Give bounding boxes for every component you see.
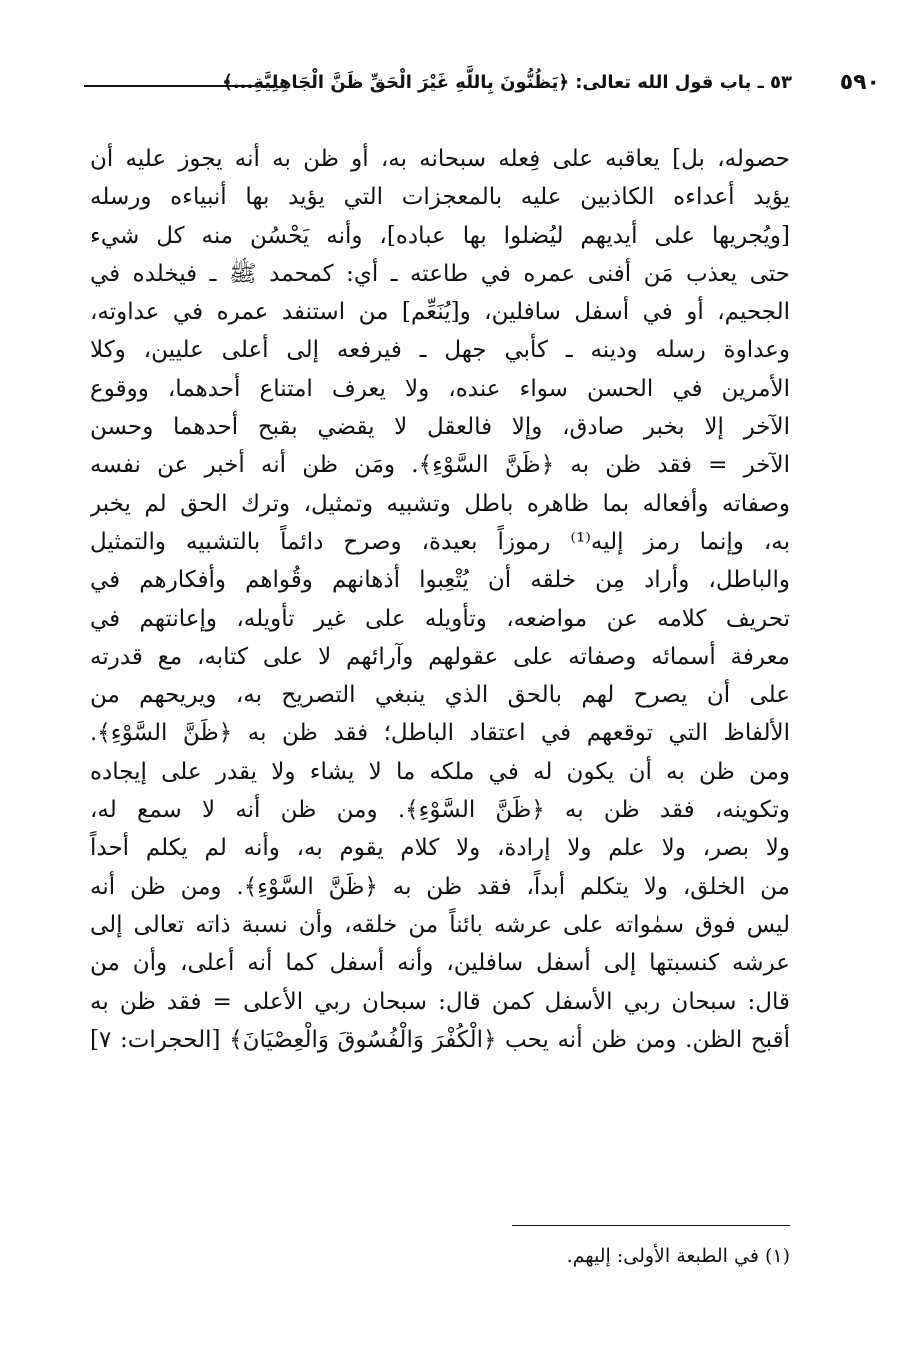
text-line: الآخر = فقد ظن به ﴿ظَنَّ السَّوْءِ﴾. ومَن ظن أنه أخبر عن نفسه: [90, 452, 790, 479]
text-line: وعداوة رسله ودينه ـ كأبي جهل ـ فيرفعه إلى أعلى عليين، وكلا: [90, 337, 790, 364]
text-line: ليس فوق سمٰواته على عرشه بائناً من خلقه، وأن نسبة ذاته تعالى إلى: [90, 911, 790, 938]
text-line: عرشه كنسبتها إلى أسفل سافلين، وأنه أسفل كما أنه أعلى، وأن من: [90, 950, 790, 977]
text-line: أقبح الظن. ومن ظن أنه يحب ﴿الْكُفْرَ وَالْفُسُوقَ وَالْعِصْيَانَ﴾ [الحجرات: ٧]: [90, 1026, 790, 1053]
running-title: ٥٣ ـ باب قول الله تعالى: ﴿يَظُنُّونَ بِاللَّهِ غَيْرَ الْحَقِّ ظَنَّ الْجَاهِلِيَّةِ...﴾: [222, 72, 792, 93]
text-line: معرفة أسمائه وصفاته على عقولهم وآرائهم لا على كتابه، مع قدرته: [90, 643, 790, 670]
text-line: تحريف كلامه عن مواضعه، وتأويله على غير تأويله، وإعانتهم في: [90, 605, 790, 632]
text-line: الجحيم، أو في أسفل سافلين، و[يُنَعِّم] من استنفد عمره في عداوته،: [90, 299, 790, 326]
text-line: [ويُجريها على أيديهم ليُضلوا بها عباده]، وأنه يَحْسُن منه كل شيء: [90, 222, 790, 249]
page-header: [84, 68, 880, 110]
text-line: وصفاته وأفعاله بما ظاهره باطل وتشبيه وتمثيل، وترك الحق لم يخبر: [90, 490, 790, 517]
text-line: وتكوينه، فقد ظن به ﴿ظَنَّ السَّوْءِ﴾. ومن ظن أنه لا سمع له،: [90, 797, 790, 824]
text-line: يؤيد أعداءه الكاذبين عليه بالمعجزات التي يؤيد بها أنبياءه ورسله: [90, 184, 790, 211]
text-line: ومن ظن به أن يكون له في ملكه ما لا يشاء ولا يقدر على إيجاده: [90, 758, 790, 785]
text-line: ولا بصر، ولا علم ولا إرادة، ولا كلام يقوم به، وأنه لم يكلم أحداً: [90, 835, 790, 862]
footnote-rule: [512, 1225, 790, 1226]
text-line: حتى يعذب مَن أفنى عمره في طاعته ـ أي: كمحمد ﷺ ـ فيخلده في: [90, 260, 790, 287]
text-line: الأمرين في الحسن سواء عنده، ولا يعرف امتناع أحدهما، ووقوع: [90, 375, 790, 402]
text-line: على أن يصرح لهم بالحق الذي ينبغي التصريح به، ويريحهم من: [90, 682, 790, 709]
body-text: [90, 140, 790, 1059]
text-line: الآخر إلا بخبر صادق، وإلا فالعقل لا يقضي بقبح أحدهما وحسن: [90, 414, 790, 441]
page-number: ٥٩٠: [839, 70, 880, 95]
header-rule: [84, 85, 274, 87]
text-line: به، وإنما رمز إليه⁽¹⁾ رموزاً بعيدة، وصرح دائماً بالتشبيه والتمثيل: [90, 528, 790, 555]
text-line: من الخلق، ولا يتكلم أبداً، فقد ظن به ﴿ظَنَّ السَّوْءِ﴾. ومن ظن أنه: [90, 873, 790, 900]
text-line: الألفاظ التي توقعهم في اعتقاد الباطل؛ فقد ظن به ﴿ظَنَّ السَّوْءِ﴾.: [90, 720, 790, 747]
text-line: حصوله، بل] يعاقبه على فِعله سبحانه به، أو ظن به أنه يجوز عليه أن: [90, 146, 790, 172]
text-line: والباطل، وأراد مِن خلقه أن يُتْعِبوا أذهانهم وقُواهم وأفكارهم في: [90, 567, 790, 594]
footnote: (١) في الطبعة الأولى: إليهم.: [566, 1245, 790, 1267]
text-line: قال: سبحان ربي الأسفل كمن قال: سبحان ربي الأعلى = فقد ظن به: [90, 988, 790, 1015]
